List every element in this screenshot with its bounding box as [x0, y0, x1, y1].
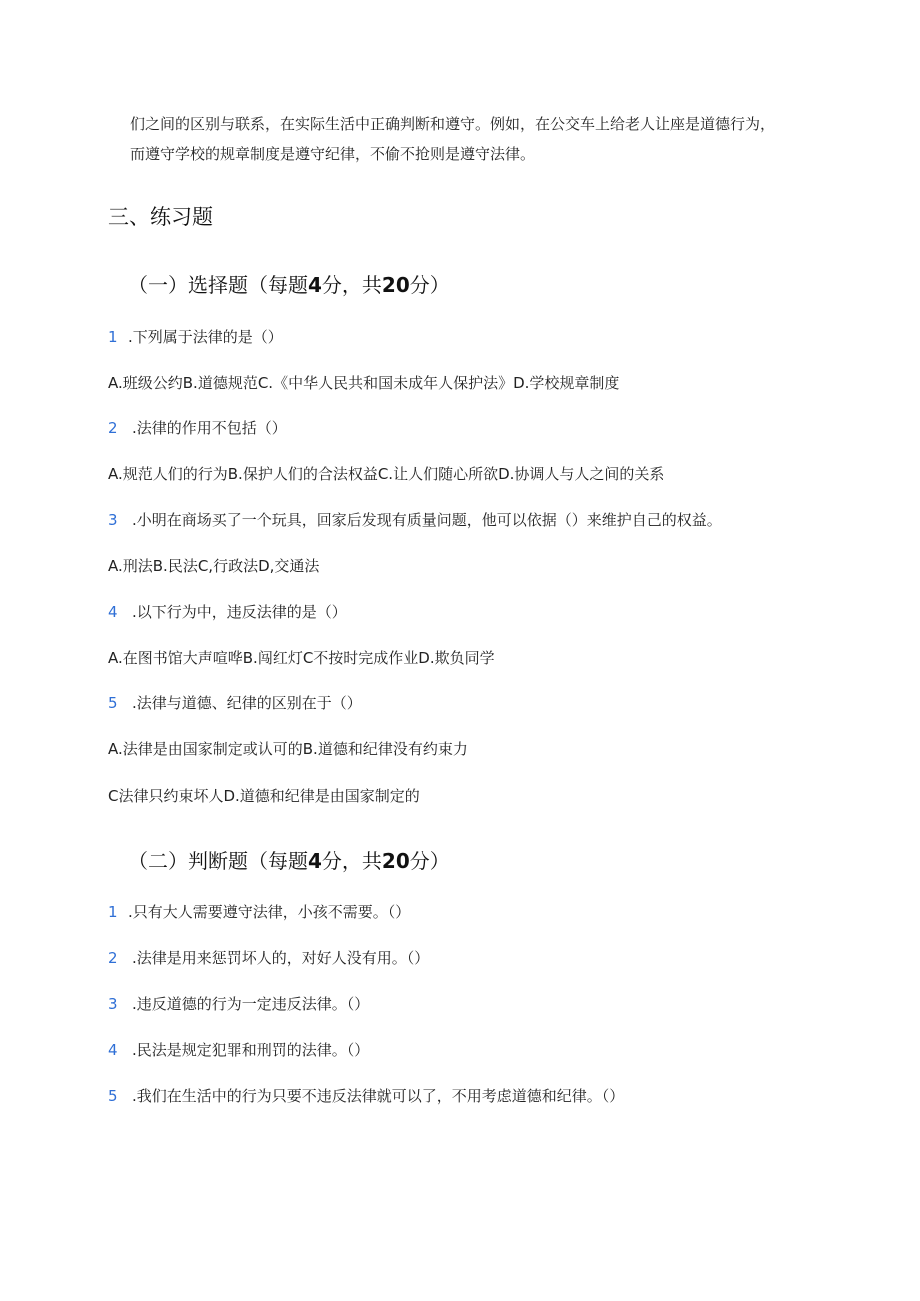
judgment-question-1 — [108, 905, 410, 920]
judgment-title-prefix: （二）判断题（每题 — [128, 849, 308, 873]
choice-title-prefix: （一）选择题（每题 — [128, 273, 308, 297]
question-number: 1 — [108, 328, 118, 346]
section-title: 三、练习题 — [108, 205, 213, 229]
choice-total: 20 — [381, 273, 410, 297]
question-number: 2 — [108, 949, 118, 967]
intro-line-1: 们之间的区别与联系，在实际生活中正确判断和遵守。例如，在公交车上给老人让座是道德行为， — [130, 115, 776, 133]
question-text: .违反道德的行为一定违反法律。（） — [132, 995, 370, 1013]
judgment-question-4 — [108, 1043, 369, 1058]
question-number: 5 — [108, 694, 118, 712]
question-text: .小明在商场买了一个玩具，回家后发现有质量问题，他可以依据（）来维护自己的权益。 — [132, 511, 722, 529]
choice-title-middle: 分，共 — [321, 273, 382, 297]
question-number: 5 — [108, 1087, 118, 1105]
choice-options-3: A.刑法B.民法C,行政法D,交通法 — [108, 557, 320, 575]
question-text: .法律是用来惩罚坏人的，对好人没有用。（） — [132, 949, 430, 967]
intro-line-2: 而遵守学校的规章制度是遵守纪律，不偷不抢则是遵守法律。 — [130, 145, 536, 163]
choice-options-5a: A.法律是由国家制定或认可的B.道德和纪律没有约束力 — [108, 740, 468, 758]
choice-options-4: A.在图书馆大声喧哗B.闯红灯C不按时完成作业D.欺负同学 — [108, 649, 495, 667]
question-text: .法律的作用不包括（） — [132, 419, 287, 437]
question-text: .法律与道德、纪律的区别在于（） — [132, 694, 362, 712]
choice-question-4 — [108, 605, 347, 620]
judgment-question-3 — [108, 997, 369, 1012]
judgment-question-5 — [108, 1089, 624, 1104]
question-text: .以下行为中，违反法律的是（） — [132, 603, 347, 621]
choice-question-2 — [108, 421, 287, 436]
question-number: 4 — [108, 603, 118, 621]
judgment-title-middle: 分，共 — [321, 849, 382, 873]
question-text: .我们在生活中的行为只要不违反法律就可以了，不用考虑道德和纪律。（） — [132, 1087, 625, 1105]
question-text: .民法是规定犯罪和刑罚的法律。（） — [132, 1041, 370, 1059]
question-text: .下列属于法律的是（） — [128, 328, 283, 346]
judgment-total: 20 — [381, 849, 410, 873]
choice-question-5 — [108, 696, 362, 711]
choice-section-title — [128, 275, 450, 295]
judgment-section-title — [128, 851, 450, 871]
choice-question-3 — [108, 513, 722, 528]
question-number: 4 — [108, 1041, 118, 1059]
choice-points: 4 — [308, 273, 322, 297]
choice-title-suffix: 分） — [409, 273, 450, 297]
choice-question-1 — [108, 330, 283, 345]
choice-options-1: A.班级公约B.道德规范C.《中华人民共和国未成年人保护法》D.学校规章制度 — [108, 374, 620, 392]
question-number: 1 — [108, 903, 118, 921]
choice-options-2: A.规范人们的行为B.保护人们的合法权益C.让人们随心所欲D.协调人与人之间的关系 — [108, 465, 665, 483]
judgment-points: 4 — [308, 849, 322, 873]
question-text: .只有大人需要遵守法律，小孩不需要。（） — [128, 903, 411, 921]
choice-options-5b: C法律只约束坏人D.道德和纪律是由国家制定的 — [108, 787, 420, 805]
question-number: 3 — [108, 511, 118, 529]
judgment-title-suffix: 分） — [409, 849, 450, 873]
judgment-question-2 — [108, 951, 429, 966]
question-number: 3 — [108, 995, 118, 1013]
question-number: 2 — [108, 419, 118, 437]
